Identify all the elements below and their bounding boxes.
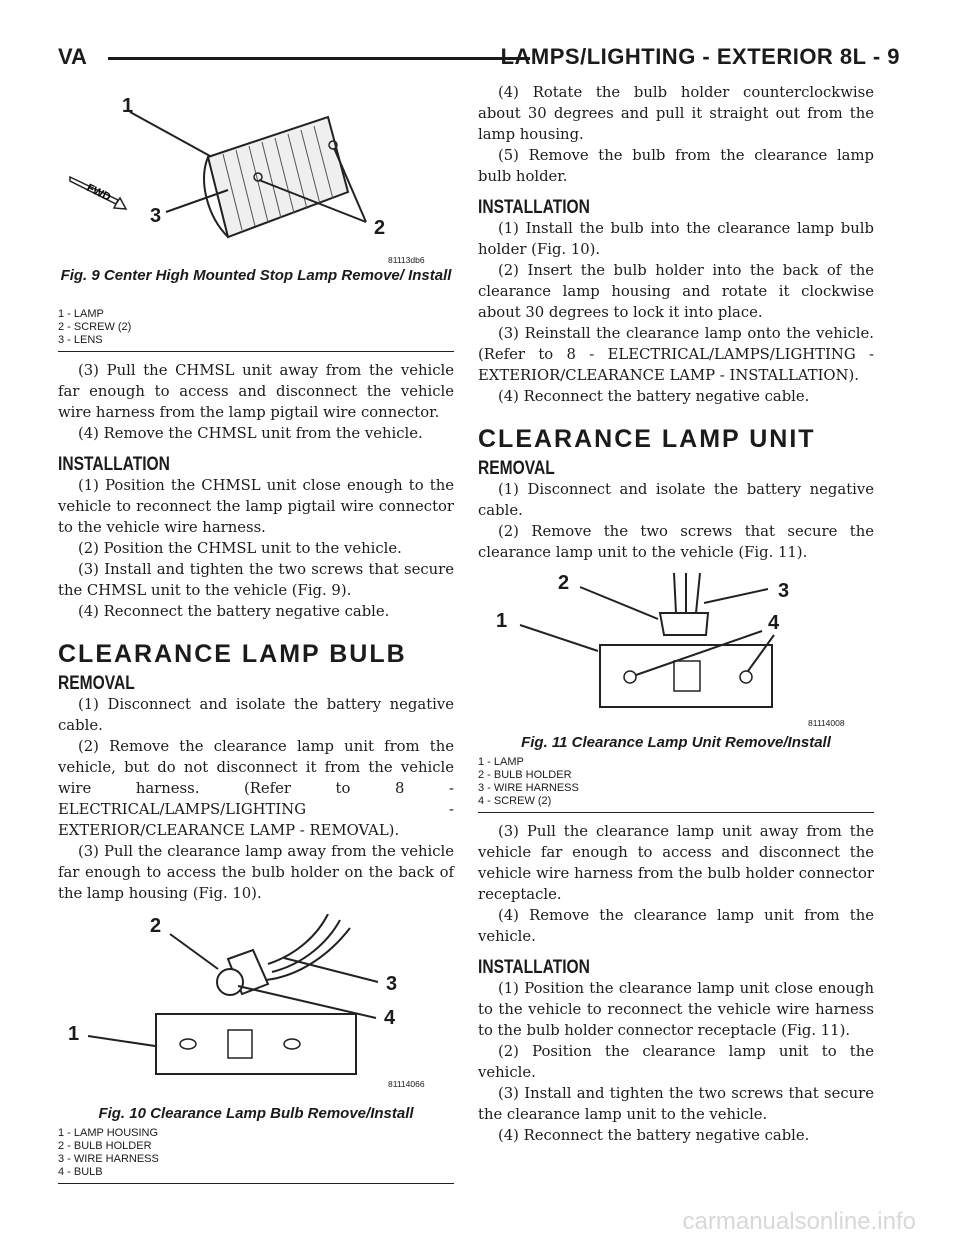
paragraph: (4) Reconnect the battery negative cable. <box>498 1127 810 1144</box>
fig9-code: 81113db6 <box>388 255 425 265</box>
fig9-caption: Fig. 9 Center High Mounted Stop Lamp Remove/ Install <box>60 267 452 284</box>
fig11-caption: Fig. 11 Clearance Lamp Unit Remove/Install <box>521 734 831 751</box>
paragraph: (3) Pull the CHMSL unit away from the vehicle far enough to access and disconnect the vehicle wire harness from the lamp pigtail wire connector. <box>58 362 454 421</box>
paragraph: (1) Position the CHMSL unit close enough to the vehicle to reconnect the lamp pigtail wire connector to the vehicle wire harness. <box>58 477 454 536</box>
legend-item: 2 - SCREW (2) <box>58 321 132 333</box>
page-header <box>58 44 900 72</box>
paragraph: (3) Pull the clearance lamp unit away from the vehicle far enough to access and disconnect the vehicle wire harness from the bulb holder connector receptacle. <box>478 823 874 903</box>
fig9-leader-1 <box>130 112 210 156</box>
fig11-illustration <box>478 573 874 723</box>
fig10-callout-2: 2 <box>150 915 162 937</box>
fig11-leader-3 <box>704 589 768 603</box>
header-rule <box>108 57 530 60</box>
paragraph: (1) Position the clearance lamp unit close enough to the vehicle to reconnect the vehicle wire harness to the bulb holder connector receptacle (Fig. 11). <box>478 980 874 1039</box>
paragraph: (2) Remove the clearance lamp unit from the vehicle, but do not disconnect it from the vehicle wire harness. (Refer to 8 - ELECTRICAL/LAMPS/LIGHTING - EXTERIOR/CLEARANCE LAMP - REMOVAL). <box>58 738 454 839</box>
paragraph: (4) Remove the CHMSL unit from the vehicle. <box>78 425 423 442</box>
fig11-callout-1: 1 <box>496 610 508 632</box>
legend-item: 2 - BULB HOLDER <box>58 1140 152 1152</box>
paragraph: (4) Reconnect the battery negative cable. <box>498 388 810 405</box>
fig11-leader-1 <box>520 625 598 651</box>
paragraph: (1) Disconnect and isolate the battery negative cable. <box>58 696 454 734</box>
legend-item: 3 - LENS <box>58 334 103 346</box>
paragraph: (3) Install and tighten the two screws that secure the CHMSL unit to the vehicle (Fig. 9). <box>58 561 454 599</box>
fig10-leader-1 <box>88 1036 155 1046</box>
removal-heading: REMOVAL <box>58 673 135 694</box>
installation-heading: INSTALLATION <box>58 454 170 475</box>
watermark: carmanualsonline.info <box>682 1208 916 1235</box>
fig9-legend <box>58 308 454 352</box>
fig9-callout-3: 3 <box>150 205 162 227</box>
paragraph: (4) Reconnect the battery negative cable. <box>78 603 390 620</box>
installation-heading: INSTALLATION <box>478 197 590 218</box>
fig10-illustration <box>58 914 454 1084</box>
paragraph: (3) Pull the clearance lamp away from the vehicle far enough to access the bulb holder on the back of the lamp housing (Fig. 10). <box>58 843 454 902</box>
installation-heading: INSTALLATION <box>478 957 590 978</box>
fig11-callout-4: 4 <box>768 612 780 634</box>
fig10-caption: Fig. 10 Clearance Lamp Bulb Remove/Install <box>98 1105 414 1122</box>
fig11-callout-3: 3 <box>778 580 790 602</box>
legend-item: 4 - BULB <box>58 1166 103 1178</box>
right-column <box>478 82 874 1146</box>
legend-item: 3 - WIRE HARNESS <box>58 1153 159 1165</box>
fig9-callout-2: 2 <box>374 217 386 239</box>
legend-item: 1 - LAMP <box>58 308 104 320</box>
paragraph: (5) Remove the bulb from the clearance lamp bulb holder. <box>478 147 874 185</box>
fig9-illustration <box>58 82 454 262</box>
paragraph: (2) Remove the two screws that secure the clearance lamp unit to the vehicle (Fig. 11). <box>478 523 874 561</box>
paragraph: (4) Rotate the bulb holder counterclockwise about 30 degrees and pull it straight out from the lamp housing. <box>478 84 874 143</box>
fig11-code: 81114008 <box>808 718 845 728</box>
fig10-callout-4: 4 <box>384 1007 396 1029</box>
figure-10 <box>58 914 454 1104</box>
paragraph: (1) Install the bulb into the clearance lamp bulb holder (Fig. 10). <box>478 220 874 258</box>
fig11-callout-2: 2 <box>558 572 570 594</box>
paragraph: (2) Position the clearance lamp unit to the vehicle. <box>478 1043 874 1081</box>
paragraph: (4) Remove the clearance lamp unit from the vehicle. <box>478 907 874 945</box>
fig10-legend <box>58 1127 454 1184</box>
removal-heading: REMOVAL <box>478 458 555 479</box>
legend-item: 1 - LAMP HOUSING <box>58 1127 159 1139</box>
legend-item: 1 - LAMP <box>478 756 524 768</box>
figure-11 <box>478 573 874 733</box>
paragraph: (3) Reinstall the clearance lamp onto the vehicle. (Refer to 8 - ELECTRICAL/LAMPS/LIGHTING - EXTERIOR/CLEARANCE LAMP - INSTALLATION). <box>478 325 874 384</box>
header-right: LAMPS/LIGHTING - EXTERIOR 8L - 9 <box>500 44 900 69</box>
legend-item: 2 - BULB HOLDER <box>478 769 572 781</box>
paragraph: (1) Disconnect and isolate the battery negative cable. <box>478 481 874 519</box>
paragraph: (2) Position the CHMSL unit to the vehicle. <box>78 540 402 557</box>
section-heading-clearance-lamp-unit: CLEARANCE LAMP UNIT <box>478 425 816 453</box>
fig10-callout-3: 3 <box>386 973 398 995</box>
fwd-label: FWD <box>84 181 113 204</box>
paragraph: (2) Insert the bulb holder into the back of the clearance lamp housing and rotate it clockwise about 30 degrees to lock it into place. <box>478 262 874 321</box>
legend-item: 4 - SCREW (2) <box>478 795 552 807</box>
fig11-legend <box>478 756 874 813</box>
fig9-callout-1: 1 <box>122 95 134 117</box>
left-column <box>58 82 454 1184</box>
paragraph: (3) Install and tighten the two screws that secure the clearance lamp unit to the vehicle. <box>478 1085 874 1123</box>
fig10-callout-1: 1 <box>68 1023 80 1045</box>
fig10-code: 81114066 <box>388 1079 425 1089</box>
section-heading-clearance-lamp-bulb: CLEARANCE LAMP BULB <box>58 640 407 668</box>
fig11-leader-2 <box>580 587 658 619</box>
fig10-leader-2 <box>170 934 218 969</box>
figure-9 <box>58 82 454 304</box>
legend-item: 3 - WIRE HARNESS <box>478 782 579 794</box>
header-left: VA <box>58 44 87 69</box>
